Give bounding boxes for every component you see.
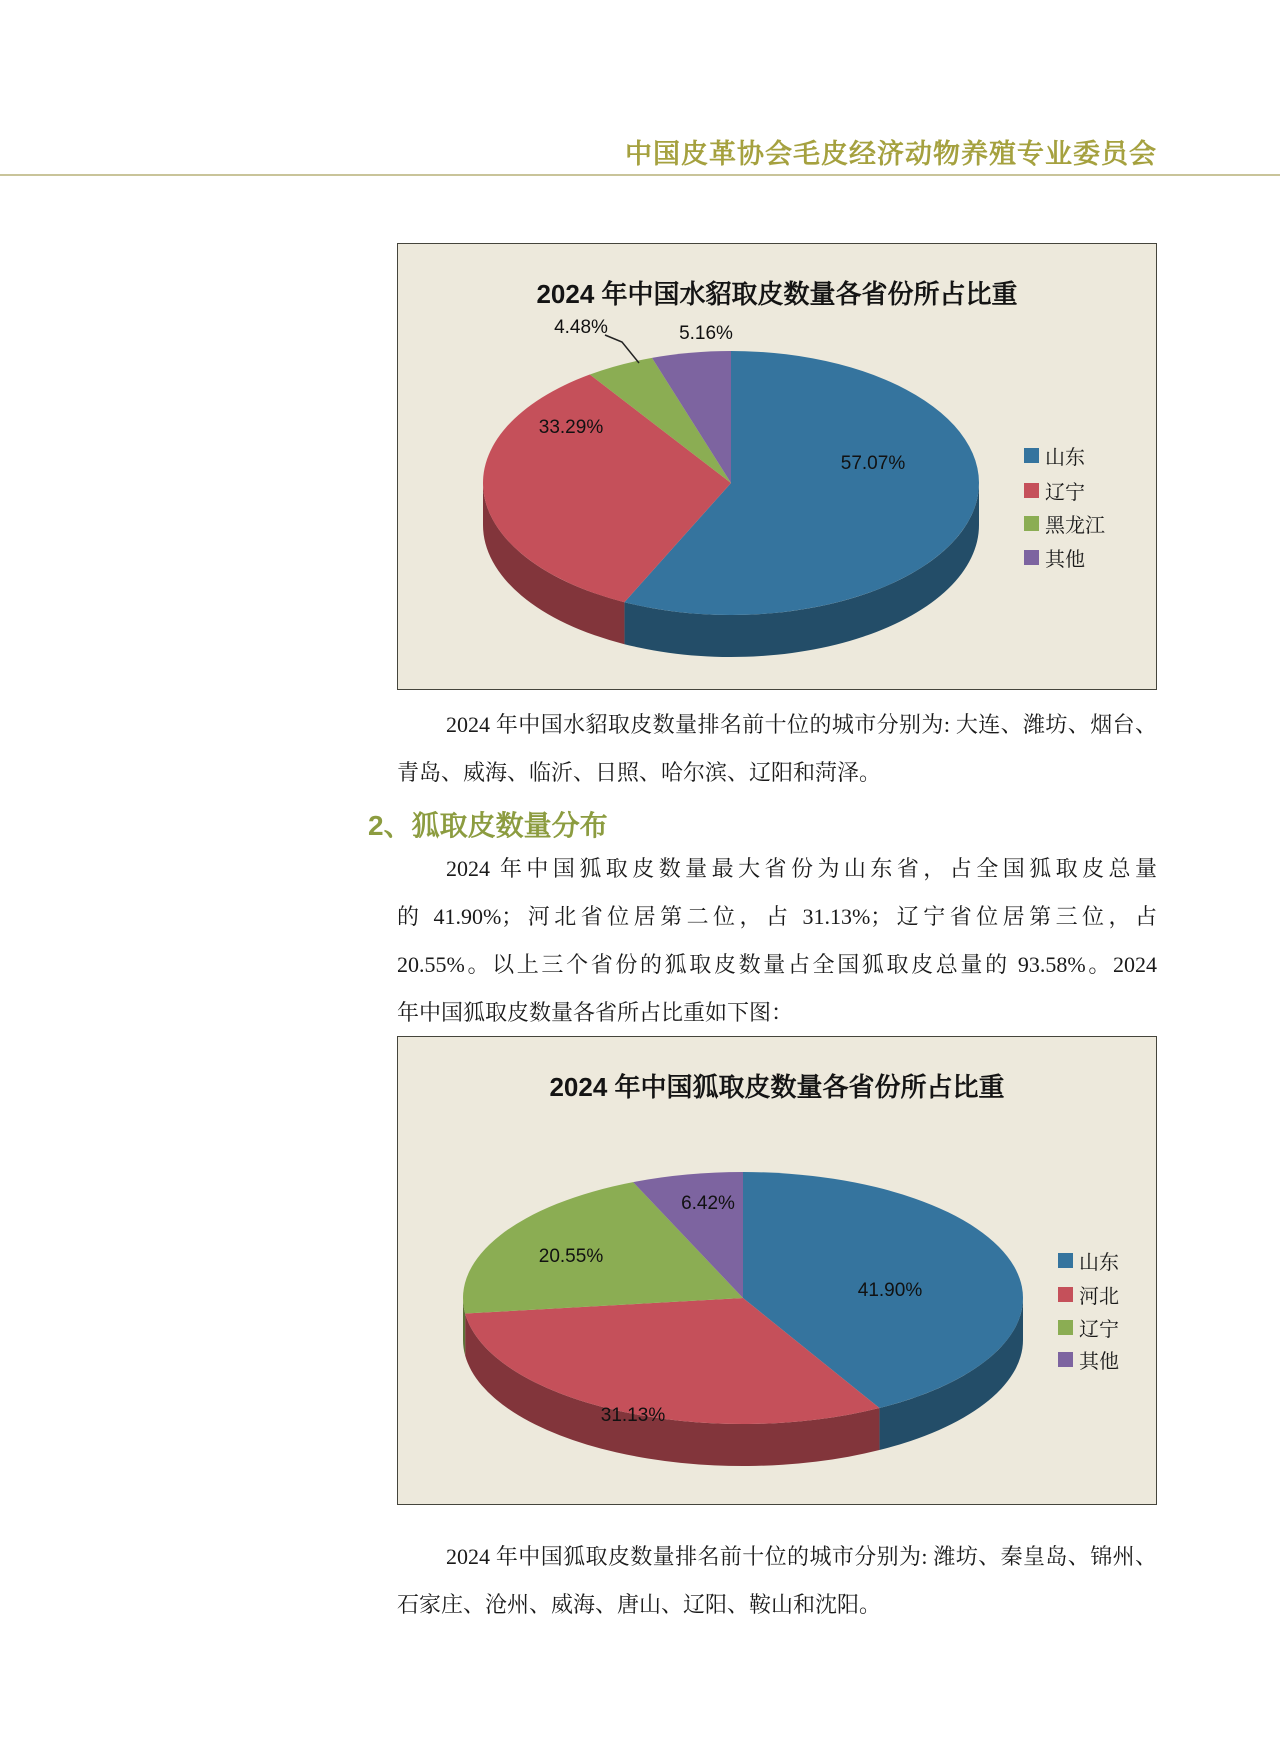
legend-swatch-blue (1058, 1253, 1073, 1268)
paragraph2-line3: 20.55%。以上三个省份的狐取皮数量占全国狐取皮总量的 93.58%。2024 (397, 952, 1157, 977)
section-heading-fox: 2、狐取皮数量分布 (368, 810, 608, 841)
slice-label-liaoning: 20.55% (538, 1246, 604, 1267)
paragraph2-line4: 年中国狐取皮数量各省所占比重如下图： (397, 1000, 794, 1025)
chart1-title: 2024 年中国水貂取皮数量各省份所占比重 (536, 279, 1018, 309)
paragraph2-line2: 的 41.90%；河北省位居第二位，占 31.13%；辽宁省位居第三位，占 (397, 904, 1157, 929)
slice-label-other: 5.16% (679, 323, 733, 344)
paragraph3-line1: 2024 年中国狐取皮数量排名前十位的城市分别为: 潍坊、秦皇岛、锦州、 (446, 1544, 1157, 1569)
legend-label: 辽宁 (1079, 1318, 1119, 1341)
legend-swatch-red (1058, 1287, 1073, 1302)
legend-swatch-green (1058, 1320, 1073, 1335)
slice-label-shandong: 57.07% (840, 453, 906, 474)
fox-3d-pie (398, 1037, 1158, 1506)
legend-item (1024, 512, 1105, 537)
legend-swatch-blue (1024, 448, 1039, 463)
legend-label: 河北 (1079, 1285, 1119, 1308)
legend-label: 辽宁 (1045, 481, 1085, 504)
mink-pie-chart-panel (397, 243, 1157, 690)
paragraph3-line2: 石家庄、沧州、威海、唐山、辽阳、鞍山和沈阳。 (397, 1592, 882, 1617)
legend-label: 黑龙江 (1045, 514, 1105, 537)
legend-item (1058, 1249, 1119, 1274)
legend-item (1024, 444, 1085, 469)
legend-swatch-green (1024, 516, 1039, 531)
slice-label-liaoning: 33.29% (538, 417, 604, 438)
legend-label: 其他 (1045, 548, 1085, 571)
legend-item (1058, 1283, 1119, 1308)
legend-swatch-purple (1024, 550, 1039, 565)
legend-item (1024, 479, 1085, 504)
legend-item (1024, 546, 1085, 571)
fox-pie-chart-panel (397, 1036, 1157, 1505)
header-rule (0, 174, 1280, 176)
slice-label-heilongjiang: 4.48% (554, 317, 608, 338)
legend-label: 山东 (1045, 446, 1085, 469)
legend-swatch-purple (1058, 1352, 1073, 1367)
legend-item (1058, 1348, 1119, 1373)
paragraph2-line1: 2024 年中国狐取皮数量最大省份为山东省，占全国狐取皮总量 (446, 856, 1157, 881)
slice-label-other: 6.42% (681, 1193, 735, 1214)
slice-label-hebei: 31.13% (600, 1405, 666, 1426)
legend-item (1058, 1316, 1119, 1341)
paragraph1-line2: 青岛、威海、临沂、日照、哈尔滨、辽阳和菏泽。 (397, 760, 882, 785)
header-org-title: 中国皮革协会毛皮经济动物养殖专业委员会 (625, 139, 1157, 169)
legend-swatch-red (1024, 483, 1039, 498)
legend-label: 山东 (1079, 1251, 1119, 1274)
paragraph1-line1: 2024 年中国水貂取皮数量排名前十位的城市分别为: 大连、潍坊、烟台、 (446, 712, 1157, 737)
mink-3d-pie (398, 244, 1158, 691)
slice-label-shandong: 41.90% (857, 1280, 923, 1301)
legend-label: 其他 (1079, 1350, 1119, 1373)
chart2-title: 2024 年中国狐取皮数量各省份所占比重 (549, 1072, 1005, 1102)
